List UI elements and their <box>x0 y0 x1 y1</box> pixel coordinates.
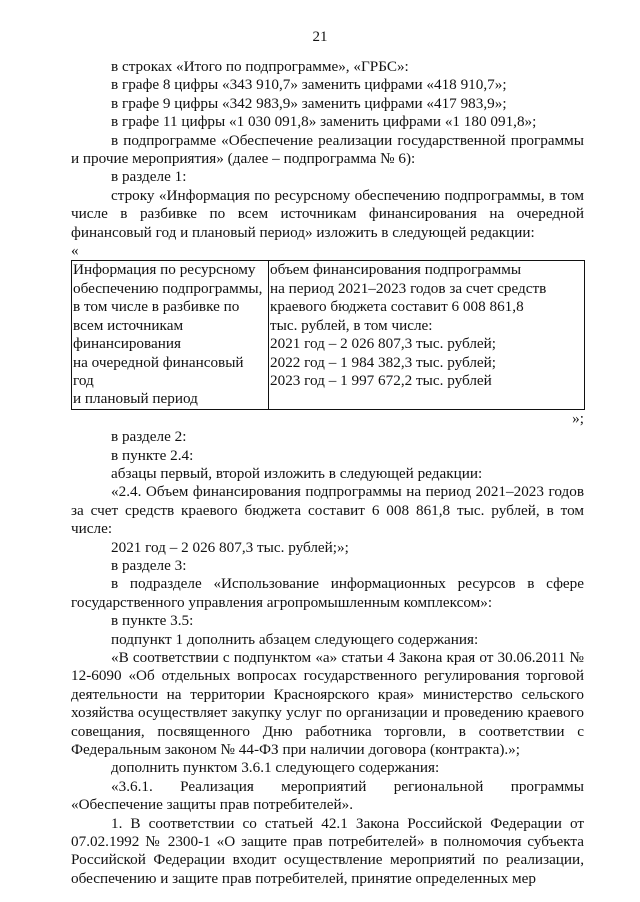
paragraph: абзацы первый, второй изложить в следующей редакции: <box>111 464 483 482</box>
paragraph: « <box>71 242 79 260</box>
paragraph: в пункте 3.5: <box>111 612 194 630</box>
table-line: объем финансирования подпрограммы <box>270 261 522 279</box>
paragraph: в подразделе «Использование информационных ресурсов в сфере государственного управления агропромышленным комплексом»: <box>71 575 584 611</box>
paragraph: «2.4. Объем финансирования подпрограммы на период 2021–2023 годов за счет средств краевого бюджета составит 6 008 861,8 тыс. рублей, в том числе: <box>71 483 584 538</box>
table-line: всем источникам <box>73 316 184 334</box>
table-line: и плановый период <box>73 390 198 408</box>
paragraph: в графе 8 цифры «343 910,7» заменить цифрами «418 910,7»; <box>111 76 507 94</box>
paragraph: в подпрограмме «Обеспечение реализации государственной программы и прочие мероприятия» (далее – подпрограмма № 6): <box>71 131 584 168</box>
paragraph: подпункт 1 дополнить абзацем следующего содержания: <box>111 630 479 648</box>
paragraph: «В соответствии с подпунктом «а» статьи 4 Закона края от 30.06.2011 № 12-6090 «Об отдельных вопросах государственного регулирования торговой деятельности на территории Красноярского края» министерство сельского хозяйства осуществляет закупку услуг по организации и проведению краевого совещания, посвященного Дню работника торговли, в соответствии с Федеральным законом № 44-ФЗ при наличии договора (контракта).»; <box>71 649 584 759</box>
paragraph: в разделе 3: <box>111 556 187 574</box>
paragraph: строку «Информация по ресурсному обеспечению подпрограммы, в том числе в разбивке по всем источникам финансирования на очередной финансовый год и плановый период» изложить в следующей редакции: <box>71 186 584 241</box>
table-line: на период 2021–2023 годов за счет средств <box>270 279 547 297</box>
table-line: 2023 год – 1 997 672,2 тыс. рублей <box>270 371 492 389</box>
table-line: 2021 год – 2 026 807,3 тыс. рублей; <box>270 335 497 353</box>
paragraph: в графе 11 цифры «1 030 091,8» заменить цифрами «1 180 091,8»; <box>111 113 537 131</box>
table-cell-label <box>72 261 269 409</box>
paragraph: в разделе 2: <box>111 428 187 446</box>
table-line: 2022 год – 1 984 382,3 тыс. рублей; <box>270 353 497 371</box>
section-after-table <box>71 428 584 888</box>
page-number: 21 <box>312 29 328 45</box>
paragraph: дополнить пунктом 3.6.1 следующего содержания: <box>111 759 440 777</box>
table-row <box>72 261 585 409</box>
paragraph: 1. В соответствии со статьей 42.1 Закона Российской Федерации от 07.02.1992 № 2300-1 «О защите прав потребителей» в полномочия субъекта Российской Федерации входит осуществление мероприятий по реализации, обеспечению и защите прав потребителей, принятие определенных мер <box>71 814 584 887</box>
paragraph: «3.6.1. Реализация мероприятий региональной программы «Обеспечение защиты прав потребителей». <box>71 777 584 814</box>
paragraph: 2021 год – 2 026 807,3 тыс. рублей;»; <box>111 538 349 556</box>
table-cell-value <box>269 261 585 409</box>
document-body <box>71 58 584 888</box>
table-line: в том числе в разбивке по <box>73 298 240 316</box>
table-line: Информация по ресурсному <box>73 261 256 279</box>
paragraph: в разделе 1: <box>111 168 187 186</box>
table-line: краевого бюджета составит 6 008 861,8 <box>270 298 524 316</box>
table-line: обеспечению подпрограммы, <box>73 279 263 297</box>
paragraph: в пункте 2.4: <box>111 446 194 464</box>
paragraph: в строках «Итого по подпрограмме», «ГРБС»: <box>111 58 409 75</box>
paragraph: в графе 9 цифры «342 983,9» заменить цифрами «417 983,9»; <box>111 94 507 112</box>
table-line: тыс. рублей, в том числе: <box>270 316 433 334</box>
section-before-table <box>71 58 584 260</box>
table-line: на очередной финансовый год <box>73 353 244 389</box>
financing-table <box>71 260 585 409</box>
table-closing-quote: »; <box>572 409 584 427</box>
table-line: финансирования <box>73 335 181 353</box>
